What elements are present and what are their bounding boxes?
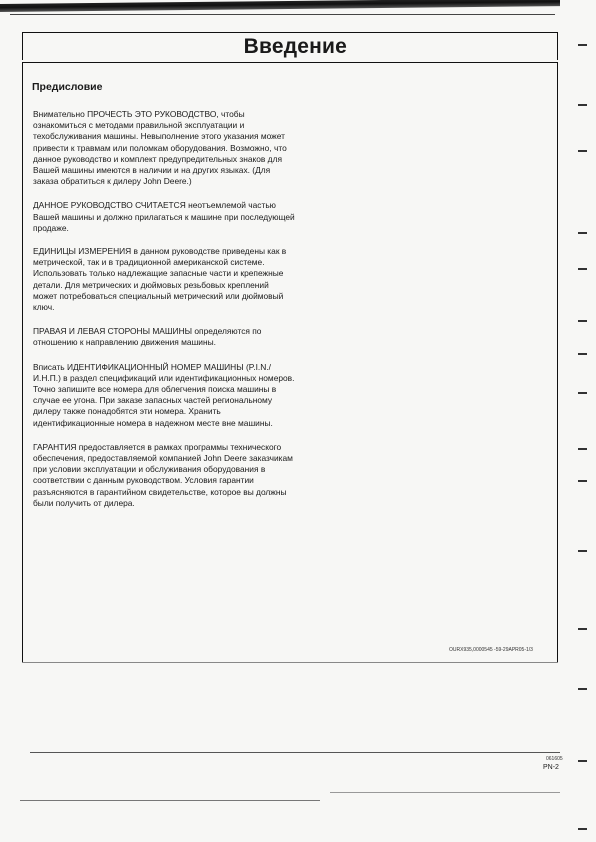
paragraph-manual-integral: ДАННОЕ РУКОВОДСТВО СЧИТАЕТСЯ неотъемлемой частью Вашей машины и должно прилагаться к машине при последующей продаже. xyxy=(33,200,295,233)
edge-mark xyxy=(578,550,587,552)
scan-artifact-line xyxy=(20,800,320,801)
edge-mark xyxy=(578,320,587,322)
edge-mark xyxy=(578,480,587,482)
edge-mark xyxy=(578,448,587,450)
content-frame xyxy=(22,62,558,662)
edge-mark xyxy=(578,828,587,830)
scan-artifact-line xyxy=(330,792,560,793)
edge-mark xyxy=(578,353,587,355)
edge-mark xyxy=(578,760,587,762)
paragraph-units: ЕДИНИЦЫ ИЗМЕРЕНИЯ в данном руководстве приведены как в метрической, так и в традиционной американской системе. Использовать только надлежащие запасные части и крепежные детали. Для метрических и дюймовых резьбовых креплений может потребоваться специальный метрический или дюймовый ключ. xyxy=(33,246,287,313)
edge-mark xyxy=(578,104,587,106)
footer-small-code: 061605 xyxy=(546,756,563,762)
body-text xyxy=(33,109,295,522)
edge-mark xyxy=(578,688,587,690)
edge-mark xyxy=(578,268,587,270)
section-heading: Предисловие xyxy=(32,81,103,93)
edge-mark xyxy=(578,44,587,46)
title-box xyxy=(22,32,558,60)
paragraph-pin: Вписать ИДЕНТИФИКАЦИОННЫЙ НОМЕР МАШИНЫ (P.I.N./И.Н.П.) в раздел спецификаций или идентификационных номеров. Точно запишите все номера для облегчения поиска машины в случае ее угона. При заказе запасных частей региональному дилеру также понадобятся эти номера. Хранить идентификационные номера в надежном месте вне машины. xyxy=(33,361,295,428)
edge-mark xyxy=(578,232,587,234)
edge-mark xyxy=(578,150,587,152)
page-number: PN-2 xyxy=(543,764,559,771)
scan-top-line xyxy=(10,14,555,15)
page-title: Введение xyxy=(243,35,347,58)
edge-mark xyxy=(578,628,587,630)
footer-rule xyxy=(30,752,560,753)
reference-code: OURX935,0000545 -59-29APR05-1/3 xyxy=(449,647,533,653)
paragraph-sides: ПРАВАЯ И ЛЕВАЯ СТОРОНЫ МАШИНЫ определяются по отношению к направлению движения машины. xyxy=(33,326,262,348)
paragraph-warranty: ГАРАНТИЯ предоставляется в рамках программы технического обеспечения, предоставляемой компанией John Deere заказчикам при условии эксплуатации и обслуживания оборудования в соответствии с данным руководством. Условия гарантии разъясняются в гарантийном свидетельстве, которое вы должны были получить от дилера. xyxy=(33,441,293,508)
edge-mark xyxy=(578,392,587,394)
scan-top-band xyxy=(0,0,560,12)
bottom-rule xyxy=(22,662,558,663)
paragraph-read-manual: Внимательно ПРОЧЕСТЬ ЭТО РУКОВОДСТВО, чтобы ознакомиться с методами правильной эксплуатации и техобслуживания машины. Невыполнение этого указания может привести к травмам или поломкам оборудования. Возможно, что данное руководство и комплект предупредительных знаков для Вашей машины имеются в наличии и на других языках. (Для заказа обратиться к дилеру John Deere.) xyxy=(33,109,287,187)
